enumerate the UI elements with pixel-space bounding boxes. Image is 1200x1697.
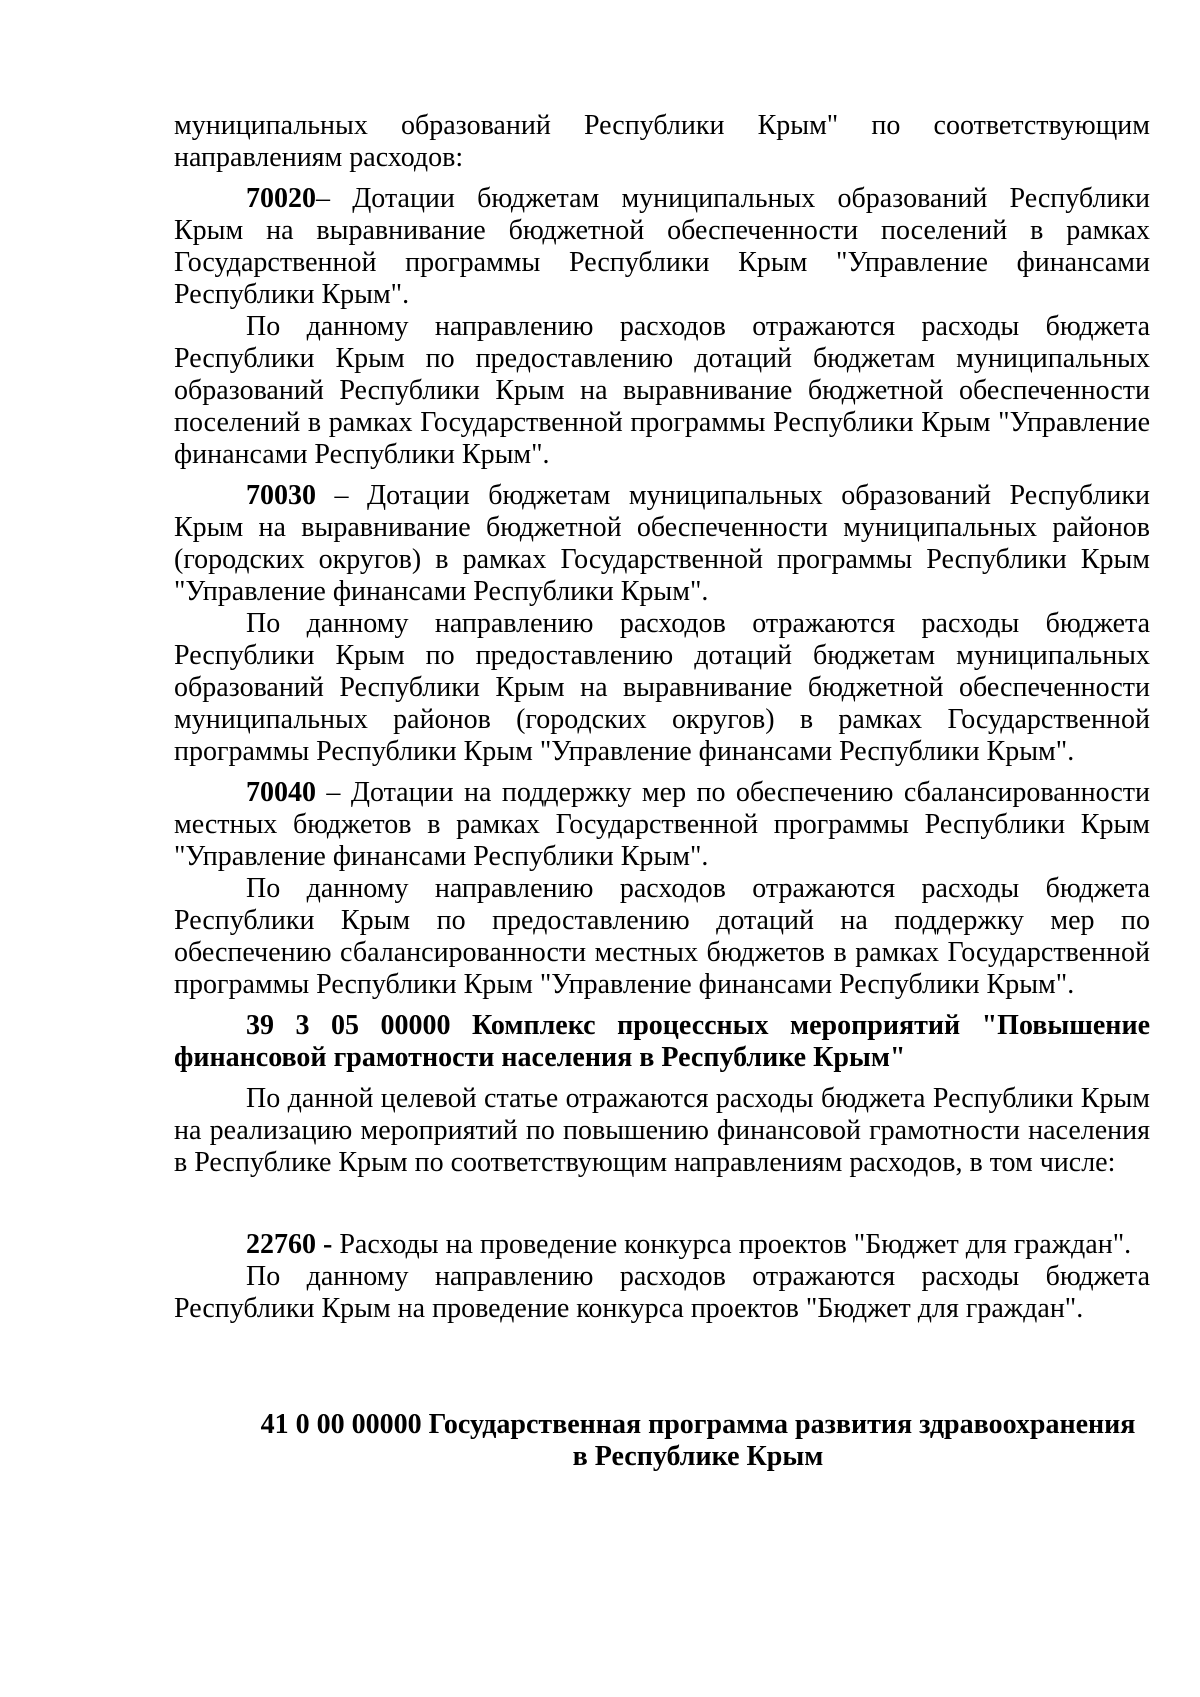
item-title: – Дотации бюджетам муниципальных образований Республики Крым на выравнивание бюджетной обеспеченности муниципальных районов (городских округов) в рамках Государственной программы Республики Крым "Управление финансами Республики Крым". xyxy=(174,480,1150,607)
item-code: 70020 xyxy=(246,183,316,214)
document-page xyxy=(174,110,1150,1473)
item-70030-description: По данному направлению расходов отражаются расходы бюджета Республики Крым по предоставлению дотаций бюджетам муниципальных образований Республики Крым на выравнивание бюджетной обеспеченности муниципальных районов (городских округов) в рамках Государственной программы Республики Крым "Управление финансами Республики Крым". xyxy=(174,608,1150,767)
item-22760-paragraph xyxy=(174,1229,1150,1261)
item-70040-paragraph xyxy=(174,777,1150,873)
item-title: – Дотации на поддержку мер по обеспечению сбалансированности местных бюджетов в рамках Государственной программы Республики Крым "Управление финансами Республики Крым". xyxy=(174,777,1150,872)
item-22760-description: По данному направлению расходов отражаются расходы бюджета Республики Крым на проведение конкурса проектов "Бюджет для граждан". xyxy=(174,1261,1150,1324)
program-heading xyxy=(174,1409,1150,1473)
item-70020-description: По данному направлению расходов отражаются расходы бюджета Республики Крым по предоставлению дотаций бюджетам муниципальных образований Республики Крым на выравнивание бюджетной обеспеченности поселений в рамках Государственной программы Республики Крым "Управление финансами Республики Крым". xyxy=(174,311,1150,470)
item-70030-paragraph xyxy=(174,480,1150,608)
program-heading-line1: 41 0 00 00000 Государственная программа развития здравоохранения xyxy=(260,1409,1136,1440)
item-title: Расходы на проведение конкурса проектов "Бюджет для граждан". xyxy=(332,1229,1132,1260)
item-70020-paragraph xyxy=(174,183,1150,311)
section-text: По данной целевой статье отражаются расходы бюджета Республики Крым на реализацию мероприятий по повышению финансовой грамотности населения в Республике Крым по соответствующим направлениям расходов, в том числе: xyxy=(174,1083,1150,1178)
item-code: 70040 xyxy=(246,777,316,808)
item-title: – Дотации бюджетам муниципальных образований Республики Крым на выравнивание бюджетной обеспеченности поселений в рамках Государственной программы Республики Крым "Управление финансами Республики Крым". xyxy=(174,183,1150,310)
section-heading: 39 3 05 00000 Комплекс процессных мероприятий "Повышение финансовой грамотности населения в Республике Крым" xyxy=(174,1010,1150,1073)
item-code: 22760 - xyxy=(246,1229,333,1260)
item-70040-description: По данному направлению расходов отражаются расходы бюджета Республики Крым по предоставлению дотаций на поддержку мер по обеспечению сбалансированности местных бюджетов в рамках Государственной программы Республики Крым "Управление финансами Республики Крым". xyxy=(174,873,1150,1000)
program-heading-line2: в Республике Крым xyxy=(572,1441,824,1472)
intro-paragraph: муниципальных образований Республики Крым" по соответствующим направлениям расходов: xyxy=(174,110,1150,173)
item-code: 70030 xyxy=(246,480,316,511)
